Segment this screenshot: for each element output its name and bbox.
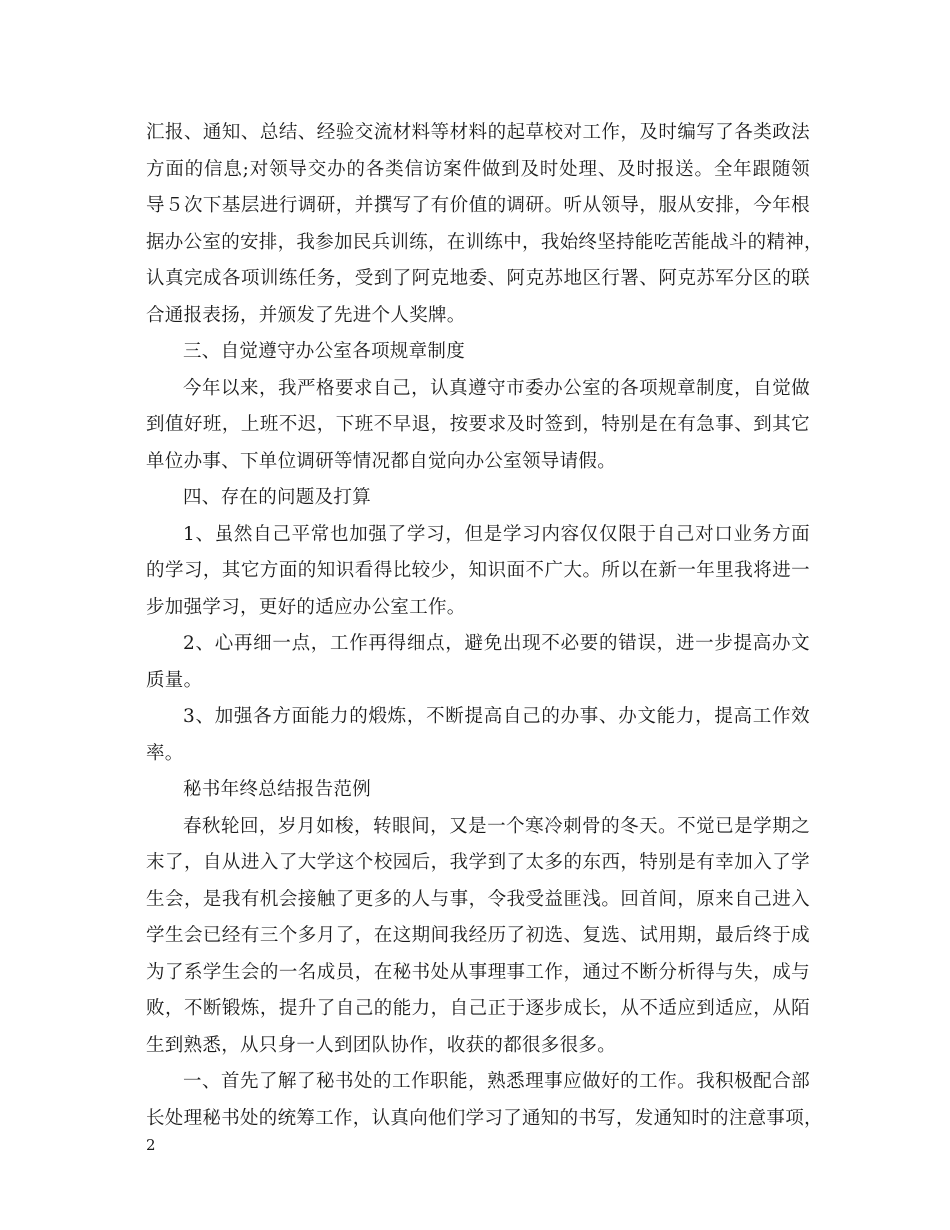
text-line: 的学习，其它方面的知识看得比较少，知识面不广大。所以在新一年里我将进一	[146, 560, 810, 581]
text-line: 为了系学生会的一名成员，在秘书处从事理事工作，通过不断分析得与失，成与	[146, 961, 810, 983]
section-heading: 秘书年终总结报告范例	[183, 779, 372, 800]
text-line: 长处理秘书处的统筹工作，认真向他们学习了通知的书写，发通知时的注意事项，	[146, 1107, 823, 1129]
text-line: 春秋轮回，岁月如梭，转眼间，又是一个寒冷刺骨的冬天。不觉已是学期之	[183, 815, 810, 837]
text-line: 汇报、通知、总结、经验交流材料等材料的起草校对工作，及时编写了各类政法	[146, 122, 810, 143]
section-heading: 四、存在的问题及打算	[183, 487, 372, 508]
section-heading: 三、自觉遵守办公室各项规章制度	[183, 341, 466, 362]
text-line: 方面的信息;对领导交办的各类信访案件做到及时处理、及时报送。全年跟随领	[146, 158, 810, 180]
text-line: 到值好班，上班不迟，下班不早退，按要求及时签到，特别是在有急事、到其它	[146, 414, 810, 435]
text-line: 3、加强各方面能力的煅炼，不断提高自己的办事、办文能力，提高工作效	[183, 706, 810, 727]
text-line: 认真完成各项训练任务，受到了阿克地委、阿克苏地区行署、阿克苏军分区的联	[146, 268, 810, 289]
text-line: 今年以来，我严格要求自己，认真遵守市委办公室的各项规章制度，自觉做	[183, 377, 810, 399]
text-line: 生会，是我有机会接触了更多的人与事，令我受益匪浅。回首间，原来自己进入	[146, 888, 810, 910]
document-body	[146, 115, 823, 1137]
text-line: 生到熟悉，从只身一人到团队协作，收获的都很多很多。	[146, 1034, 617, 1056]
text-line: 步加强学习，更好的适应办公室工作。	[146, 596, 466, 618]
text-line: 合通报表扬，并颁发了先进个人奖牌。	[146, 304, 466, 326]
text-line: 据办公室的安排，我参加民兵训练，在训练中，我始终坚持能吃苦能战斗的精神，	[146, 231, 823, 253]
text-line: 率。	[146, 742, 184, 764]
text-line: 导５次下基层进行调研，并撰写了有价值的调研。听从领导，服从安排，今年根	[146, 195, 810, 216]
text-line: 末了，自从进入了大学这个校园后，我学到了太多的东西，特别是有幸加入了学	[146, 852, 810, 873]
text-line: 1、虽然自己平常也加强了学习，但是学习内容仅仅限于自己对口业务方面	[183, 523, 810, 545]
text-line: 一、首先了解了秘书处的工作职能，熟悉理事应做好的工作。我积极配合部	[183, 1071, 810, 1092]
text-line: 2、心再细一点，工作再得细点，避免出现不必要的错误，进一步提高办文	[183, 633, 810, 654]
text-line: 质量。	[146, 669, 203, 691]
page-number: 2	[146, 1136, 156, 1154]
text-line: 败，不断锻炼，提升了自己的能力，自己正于逐步成长，从不适应到适应，从陌	[146, 998, 810, 1019]
text-line: 单位办事、下单位调研等情况都自觉向办公室领导请假。	[146, 450, 617, 472]
text-line: 学生会已经有三个多月了，在这期间我经历了初选、复选、试用期，最后终于成	[146, 925, 810, 946]
